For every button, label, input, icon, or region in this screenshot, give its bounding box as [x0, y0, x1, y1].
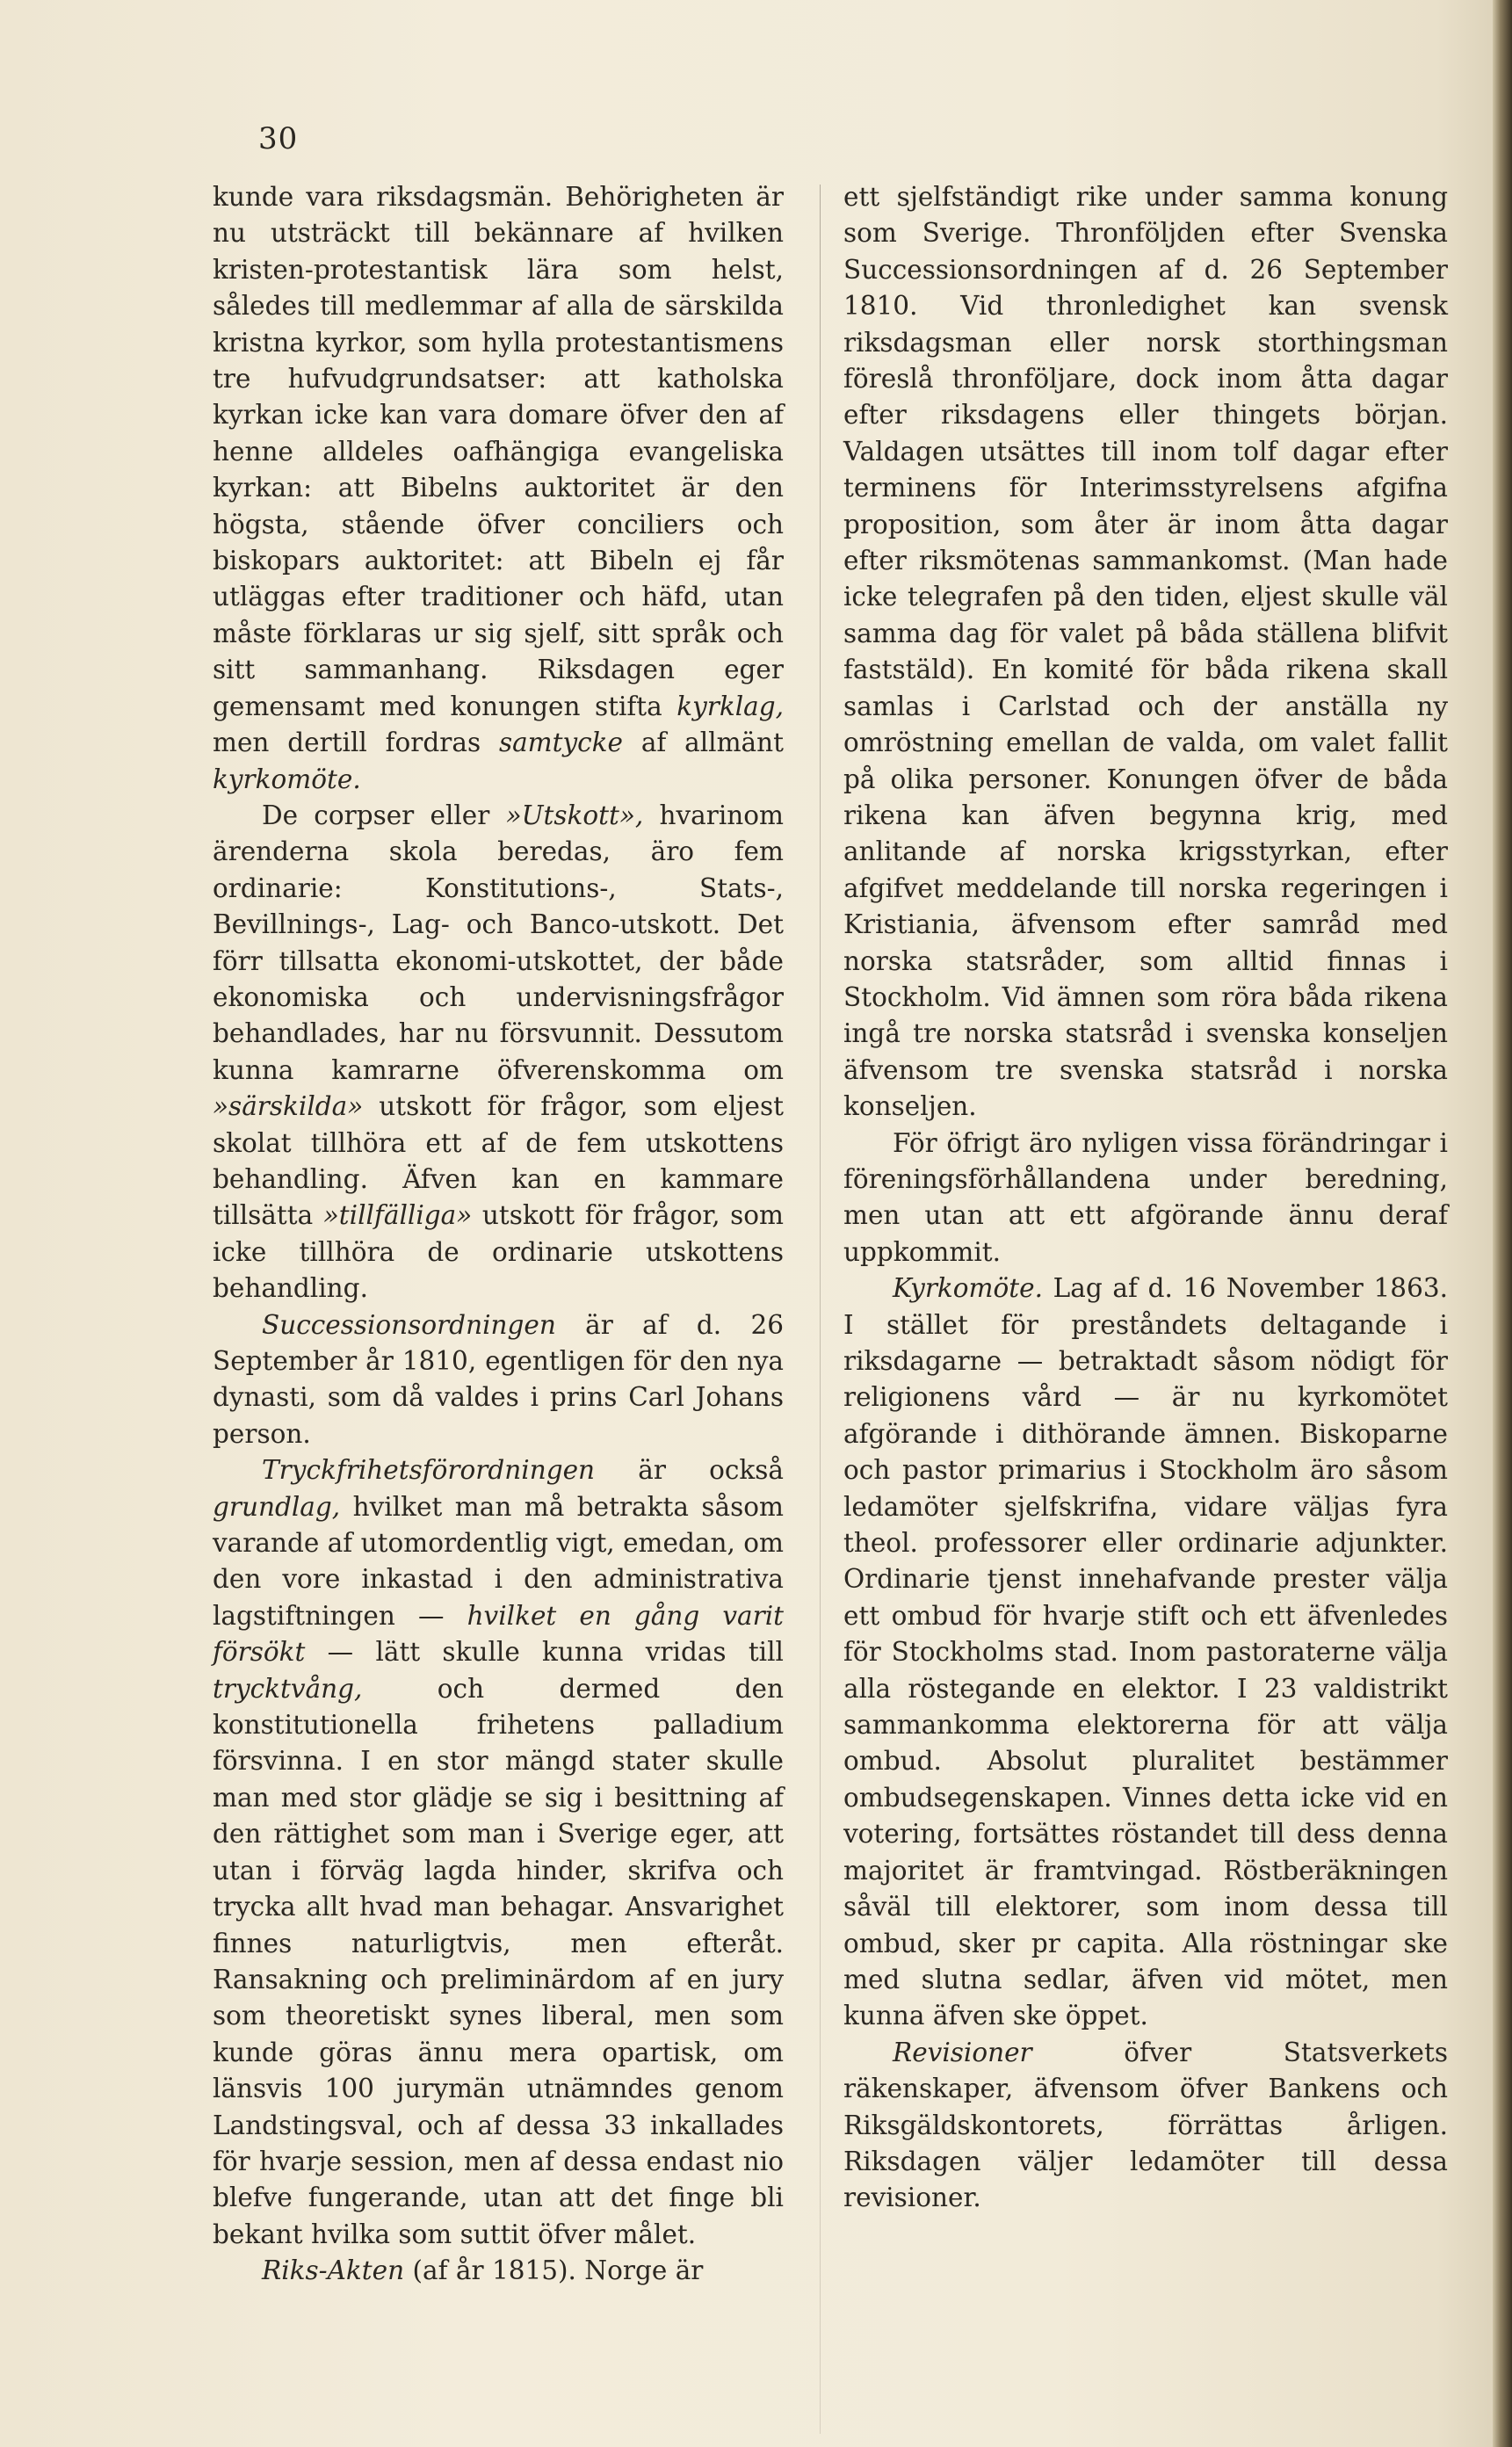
text-run: och dermed den konstitutionella frihetens palladium försvinna. I en stor mängd stater skulle man med stor glädje se sig i besittning af den rättighet som man i Sverige eger, att utan i förväg lagda hinder, skrifva och trycka allt hvad man behagar. Ansvarighet finnes naturligtvis, men efteråt. Ransakning och preliminärdom af en jury som theoretiskt synes liberal, men som kunde göras ännu mera opartisk, om länsvis 100 jurymän utnämndes genom Landstingsval, och af dessa 33 inkallades för hvarje session, men af dessa endast nio blefve fungerande, utan att det finge bli bekant hvilka som suttit öfver målet. [213, 1673, 784, 2249]
text-run: — lätt skulle kunna vridas till [305, 1637, 784, 1668]
italic-term: Revisioner [893, 2037, 1032, 2067]
text-run: är af d. 26 September år 1810, egentligen för den nya dynasti, som då valdes i prins Carl Johans person. [213, 1309, 784, 1449]
paragraph-changes: För öfrigt äro nyligen vissa förändringar i föreningsförhållandena under beredning, men utan att ett afgörande ännu deraf uppkommit. [843, 1127, 1448, 1267]
italic-term: »särskilda» [213, 1091, 364, 1122]
paragraph-succession [213, 1307, 784, 1453]
paragraph-utskott [213, 798, 784, 1307]
text-run: (af år 1815). Norge är [404, 2255, 704, 2286]
text-run: kunde vara riksdagsmän. Behörigheten är nu utsträckt till bekännare af hvilken kristen-protestantisk lära som helst, således till medlemmar af alla de särskilda kristna kyrkor, som hylla protestantismens tre hufvudgrundsatser: att katholska kyrkan icke kan vara domare öfver den af henne alldeles oafhängiga evangeliska kyrkan: att Bibelns auktoritet är den högsta, stående öfver conciliers och biskopars auktoritet: att Bibeln ej får utläggas efter traditioner och häfd, utan måste förklaras ur sig sjelf, sitt språk och sitt sammanhang. Riksdagen eger gemensamt med konungen stifta [213, 182, 784, 721]
italic-term: Successionsordningen [262, 1309, 556, 1340]
italic-term: »tillfälliga» [322, 1200, 473, 1231]
text-run: De corpser eller [262, 800, 506, 830]
text-run: utskott för frågor, som icke tillhöra de ordinarie utskottens behandling. [213, 1200, 785, 1304]
text-run: hvilket man må betrakta såsom varande af utomordentlig vigt, emedan, om den vore inkastad i den administrativa lagstiftningen — [213, 1491, 784, 1631]
text-run: utskott för frågor, som eljest skolat tillhöra ett af de fem utskottens behandling. Äfven kan en kammare tillsätta [213, 1091, 784, 1231]
text-run: af allmänt [623, 728, 784, 758]
italic-term: kyrkomöte. [213, 764, 361, 794]
italic-term: hvilket en gång varit försökt [213, 1600, 785, 1668]
paragraph-tryckfrihet [213, 1452, 784, 2253]
italic-term: Kyrkomöte. [893, 1273, 1043, 1304]
paragraph-eligibility [213, 179, 784, 798]
text-run: Lag af d. 16 November 1863. I stället för preståndets deltagande i riksdagarne — betraktadt såsom nödigt för religionens vård — är nu kyrkomötet afgörande i dithörande ämnen. Biskoparne och pastor primarius i Stockholm äro såsom ledamöter sjelfskrifna, vidare väljas fyra theol. professorer eller ordinarie adjunkter. Ordinarie tjenst innehafvande prester välja ett ombud för hvarje stift och ett äfvenledes för Stockholms stad. Inom pastoraterne välja alla röstegande en elektor. I 23 valdistrikt sammankomma elektorerna för att välja ombud. Absolut pluralitet bestämmer ombudsegenskapen. Vinnes detta icke vid en votering, fortsättes röstandet till dess denna majoritet är framtvingad. Röstberäkningen såväl till elektorer, som inom dessa till ombud, sker pr capita. Alla röstningar ske med slutna sedlar, äfven vid mötet, men kunna äfven ske öppet. [843, 1273, 1448, 2031]
page-number: 30 [258, 121, 299, 156]
text-run: men dertill fordras [213, 728, 499, 758]
paragraph-norway-union: ett sjelfständigt rike under samma konung som Sverige. Thronföljden efter Svenska Successionsordningen af d. 26 September 1810. Vid thronledighet kan svensk riksdagsman eller norsk storthingsman föreslå thronföljare, dock inom åtta dagar efter riksdagens eller thingets början. Valdagen utsättes till inom tolf dagar efter terminens för Interimsstyrelsens afgifna proposition, som åter är inom åtta dagar efter riksmötenas sammankomst. (Man hade icke telegrafen på den tiden, eljest skulle väl samma dag för valet på båda ställena blifvit faststäld). En komité för båda rikena skall samlas i Carlstad och der anställa ny omröstning emellan de valda, om valet fallit på olika personer. Konungen öfver de båda rikena kan äfven begynna krig, med anlitande af norska krigsstyrkan, efter afgifvet meddelande till norska regeringen i Kristiania, äfvensom efter samråd med norska statsråder, som alltid finnas i Stockholm. Vid ämnen som röra båda rikena ingå tre norska statsråd i svenska konseljen äfvensom tre svenska statsråd i norska konseljen. [843, 182, 1448, 1122]
italic-term: kyrklag, [676, 691, 784, 721]
paragraph-riksakten [213, 2253, 784, 2289]
paragraph-kyrkomote [843, 1271, 1448, 2035]
text-run: är också [595, 1455, 784, 1486]
text-run: öfver Statsverkets räkenskaper, äfvensom öfver Bankens och Riksgäldskontorets, förrättas årligen. Riksdagen väljer ledamöter till dessa revisioner. [843, 2037, 1448, 2213]
text-run: hvarinom ärenderna skola beredas, äro fem ordinarie: Konstitutions-, Stats-, Bevillnings-, Lag- och Banco-utskott. Det förr tillsatta ekonomi-utskottet, der både ekonomiska och undervisningsfrågor behandlades, har nu försvunnit. Dessutom kunna kamrarne öfverenskomma om [213, 800, 784, 1085]
paragraph-revisioner [843, 2035, 1448, 2217]
italic-term: Riks-Akten [262, 2255, 405, 2286]
italic-term: »Utskott», [505, 800, 644, 830]
italic-term: samtycke [498, 728, 624, 758]
italic-term: grundlag, [213, 1491, 341, 1522]
column-divider [820, 185, 821, 2434]
book-binding-edge [1493, 0, 1512, 2447]
left-column [213, 179, 784, 2290]
italic-term: trycktvång, [213, 1673, 363, 1704]
right-column [843, 179, 1448, 2217]
italic-term: Tryckfrihetsförordningen [262, 1455, 596, 1486]
